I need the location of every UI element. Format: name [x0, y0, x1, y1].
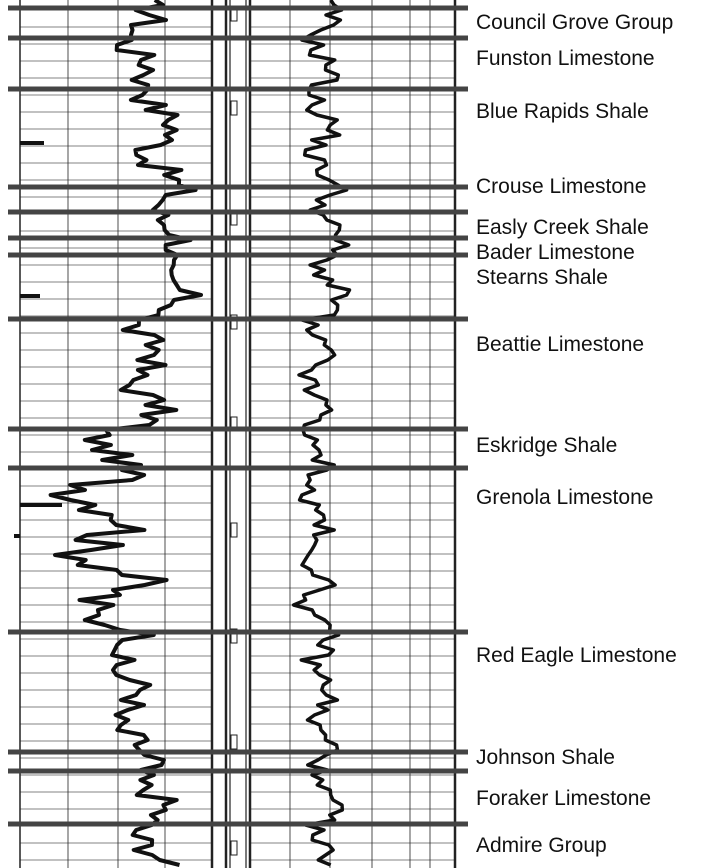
- formation-label-grenola-limestone: Grenola Limestone: [476, 486, 654, 509]
- formation-label-stearns-shale: Stearns Shale: [476, 266, 608, 289]
- formation-label-foraker-limestone: Foraker Limestone: [476, 787, 652, 810]
- formation-label-crouse-limestone: Crouse Limestone: [476, 175, 647, 198]
- formation-label-beattie-limestone: Beattie Limestone: [476, 333, 645, 356]
- formation-label-bader-limestone: Bader Limestone: [476, 241, 635, 264]
- formation-label-easly-creek-shale: Easly Creek Shale: [476, 216, 649, 239]
- formation-label-blue-rapids-shale: Blue Rapids Shale: [476, 100, 649, 123]
- formation-label-red-eagle-limestone: Red Eagle Limestone: [476, 644, 677, 667]
- formation-label-johnson-shale: Johnson Shale: [476, 746, 615, 769]
- formation-label-admire-group: Admire Group: [476, 834, 607, 857]
- formation-label-funston-limestone: Funston Limestone: [476, 47, 655, 70]
- formation-label-council-grove-group: Council Grove Group: [476, 11, 674, 34]
- formation-label-eskridge-shale: Eskridge Shale: [476, 434, 618, 457]
